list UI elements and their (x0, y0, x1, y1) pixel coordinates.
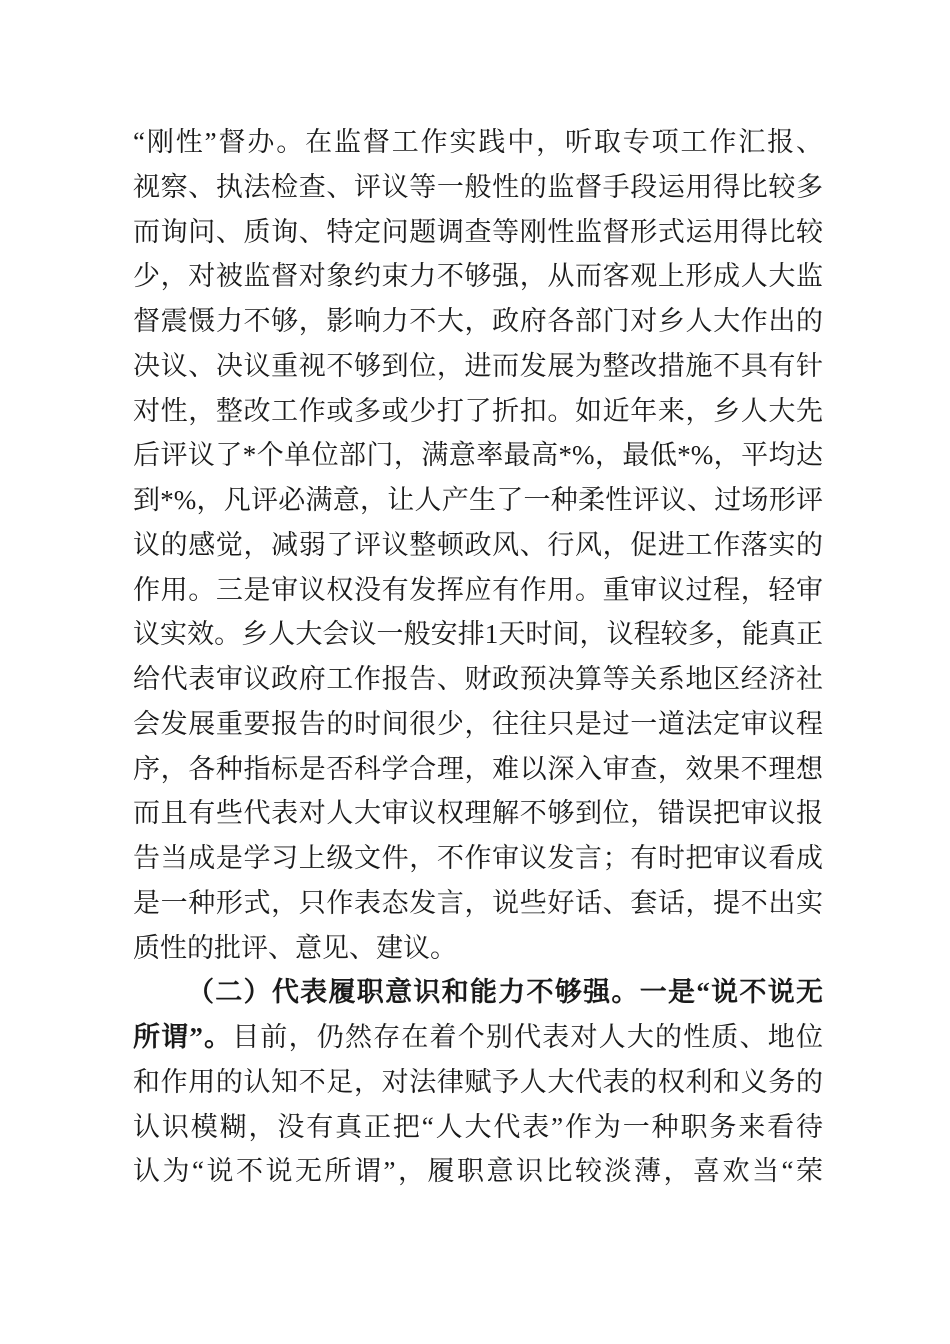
text-run: 而且有些代表对人大审议权理解不够到位，错误把审议报 (133, 798, 823, 829)
text-run-bold: 所谓”。 (133, 1022, 233, 1052)
text-run: 和作用的认知不足，对法律赋予人大代表的权利和义务的 (133, 1066, 823, 1097)
text-line (133, 970, 823, 1015)
text-line (133, 836, 823, 881)
text-run: 议的感觉，减弱了评议整顿政风、行风，促进工作落实的 (133, 529, 823, 560)
text-run: 到*%，凡评必满意，让人产生了一种柔性评议、过场形评 (133, 485, 823, 515)
text-line (133, 389, 823, 434)
text-line (133, 1060, 823, 1105)
text-line (133, 165, 823, 210)
text-line (133, 299, 823, 344)
document-text (133, 120, 823, 1194)
text-line (133, 433, 823, 478)
text-line (133, 747, 823, 792)
text-run: 是一种形式，只作表态发言，说些好话、套话，提不出实 (133, 887, 823, 918)
text-run: 作用。三是审议权没有发挥应有作用。重审议过程，轻审 (133, 574, 823, 605)
text-run: 认识模糊，没有真正把“人大代表”作为一种职务来看待 (133, 1111, 823, 1142)
text-line (133, 568, 823, 613)
text-run: 而询问、质询、特定问题调查等刚性监督形式运用得比较 (133, 216, 823, 247)
text-line (133, 254, 823, 299)
text-run: 序，各种指标是否科学合理，难以深入审查，效果不理想 (133, 753, 823, 784)
text-line (133, 612, 823, 657)
text-line (133, 120, 823, 165)
text-line (133, 926, 823, 971)
text-run: 告当成是学习上级文件，不作审议发言；有时把审议看成 (133, 843, 823, 873)
text-line (133, 702, 823, 747)
text-line (133, 791, 823, 836)
text-run: 视察、执法检查、评议等一般性的监督手段运用得比较多 (133, 171, 823, 202)
text-line (133, 1149, 823, 1194)
text-line (133, 1105, 823, 1150)
text-line (133, 344, 823, 389)
text-run: 少，对被监督对象约束力不够强，从而客观上形成人大监 (133, 261, 823, 292)
text-line (133, 1015, 823, 1060)
text-run: 给代表审议政府工作报告、财政预决算等关系地区经济社 (133, 664, 823, 694)
text-line (133, 881, 823, 926)
text-run: 质性的批评、意见、建议。 (133, 932, 457, 963)
text-run: “刚性”督办。在监督工作实践中，听取专项工作汇报、 (133, 127, 823, 157)
text-line (133, 478, 823, 523)
text-run: 督震慑力不够，影响力不大，政府各部门对乡人大作出的 (133, 306, 823, 336)
text-run: 对性，整改工作或多或少打了折扣。如近年来，乡人大先 (133, 395, 823, 426)
text-run: 后评议了*个单位部门，满意率最高*%，最低*%，平均达 (133, 440, 823, 471)
text-line (133, 523, 823, 568)
text-run: 决议、决议重视不够到位，进而发展为整改措施不具有针 (133, 350, 823, 381)
text-line (133, 210, 823, 255)
text-run: 认为“说不说无所谓”，履职意识比较淡薄，喜欢当“荣 (133, 1156, 823, 1187)
text-line (133, 657, 823, 702)
text-run-bold: （二）代表履职意识和能力不够强。一是“说不说无 (187, 977, 823, 1008)
text-run: 会发展重要报告的时间很少，往往只是过一道法定审议程 (133, 708, 823, 739)
text-run: 目前，仍然存在着个别代表对人大的性质、地位 (232, 1022, 823, 1052)
text-run: 议实效。乡人大会议一般安排1天时间，议程较多，能真正 (133, 619, 823, 650)
